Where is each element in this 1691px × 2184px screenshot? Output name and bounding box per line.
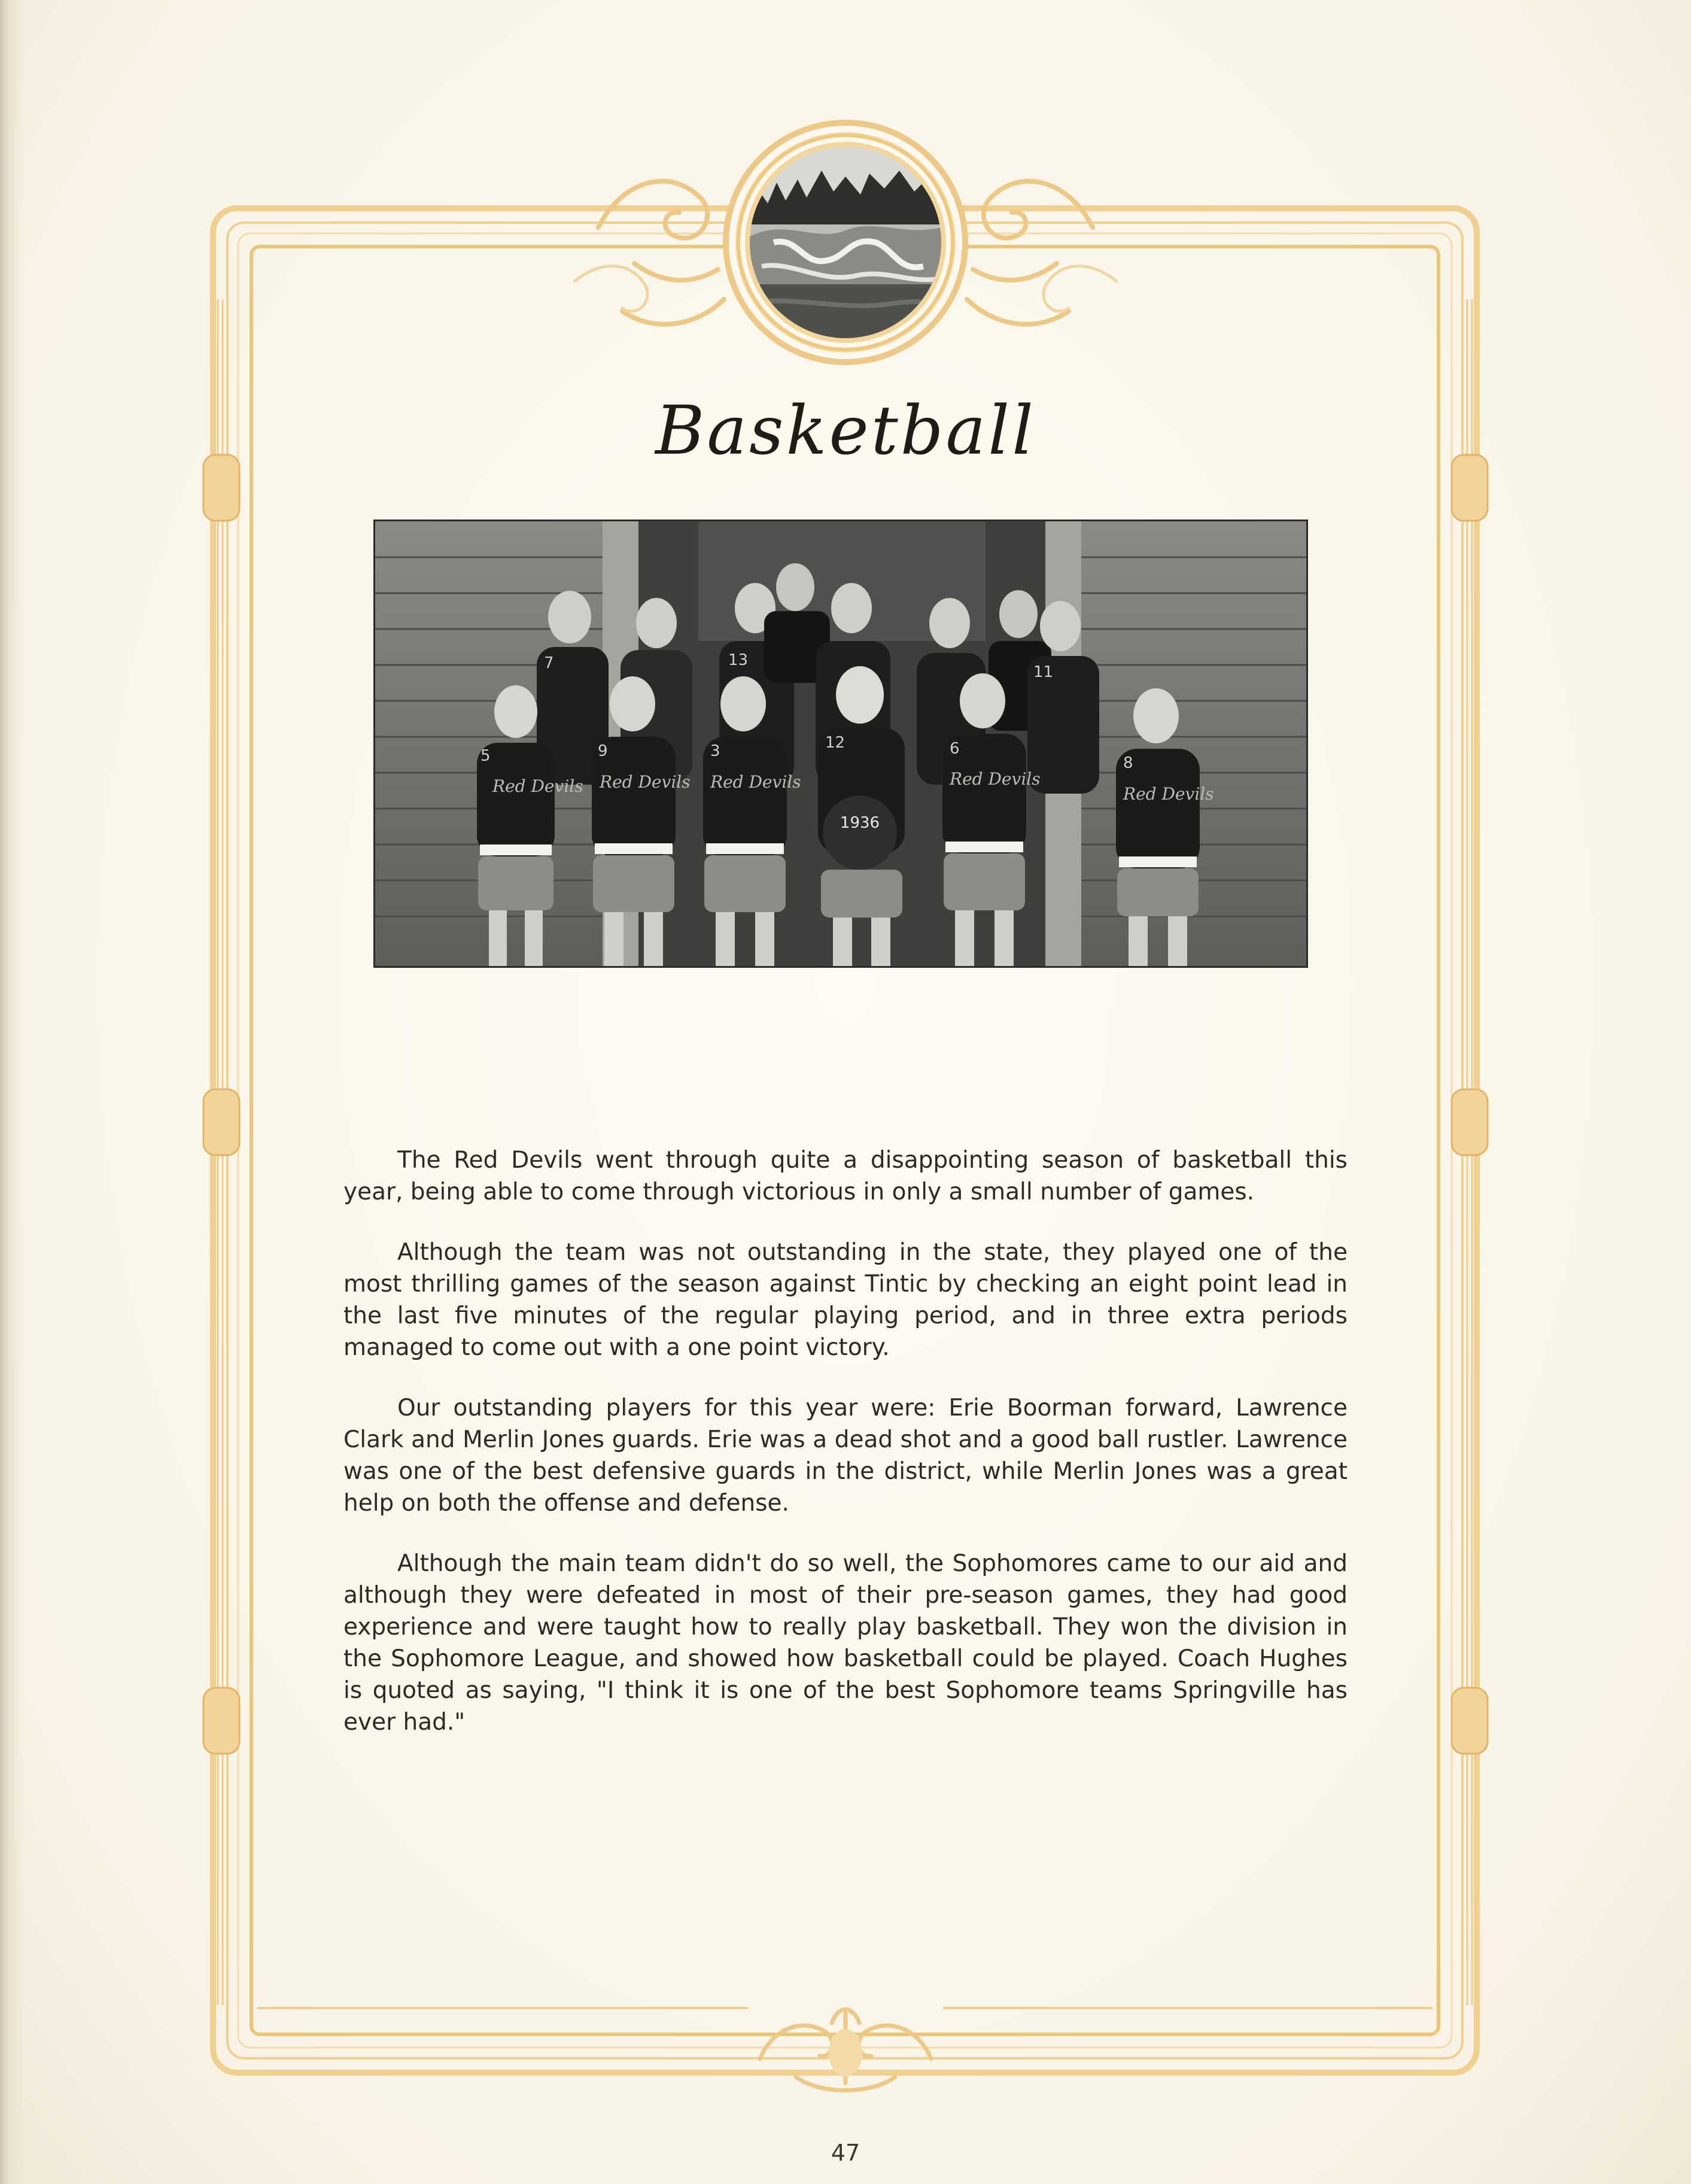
jersey-number: 11: [1033, 663, 1054, 681]
jersey-text: Red Devils: [710, 772, 801, 792]
paragraph: Our outstanding players for this year were: Erie Boorman forward, Lawrence Clark and Merlin Jones guards. Erie was a dead shot and a good ball rustler. Lawrence was one of the best defensive guards in the district, while Merlin Jones was a great help on both the offense and defense.: [343, 1395, 1348, 1517]
jersey-number: 6: [950, 740, 960, 758]
jersey-number: 3: [710, 742, 720, 760]
paragraph: Although the main team didn't do so well, the Sophomores came to our aid and although they were defeated in most of their pre-season games, they had good experience and were taught how to really play basketball. They won the division in the Sophomore League, and showed how basketball could be played. Coach Hughes is quoted as saying, "I think it is one of the best Sophomore teams Springville has ever had.": [343, 1550, 1348, 1736]
paragraph: The Red Devils went through quite a disappointing season of basketball this year, being able to come through victorious in only a small number of games.: [343, 1147, 1348, 1205]
page-title: Basketball: [655, 392, 1036, 470]
team-photo: [373, 520, 1308, 968]
jersey-text: Red Devils: [600, 772, 691, 792]
jersey-text: Red Devils: [950, 769, 1041, 789]
paragraph: Although the team was not outstanding in the state, they played one of the most thrilling games of the season against Tintic by checking an eight point lead in the last five minutes of the regular playing period, and in three extra periods managed to come out with a one point victory.: [343, 1239, 1348, 1361]
page-number: 47: [831, 2140, 860, 2166]
jersey-number: 7: [544, 654, 554, 672]
jersey-number: 9: [598, 742, 608, 760]
jersey-number: 8: [1123, 754, 1133, 772]
jersey-number: 5: [480, 747, 491, 765]
ball-label: 1936: [840, 814, 880, 832]
jersey-number: 12: [825, 734, 846, 752]
jersey-text: Red Devils: [492, 776, 583, 796]
jersey-text: Red Devils: [1123, 784, 1214, 804]
medallion-photo: [750, 147, 941, 338]
jersey-number: 13: [728, 651, 749, 669]
article-body: [343, 1144, 1348, 1767]
